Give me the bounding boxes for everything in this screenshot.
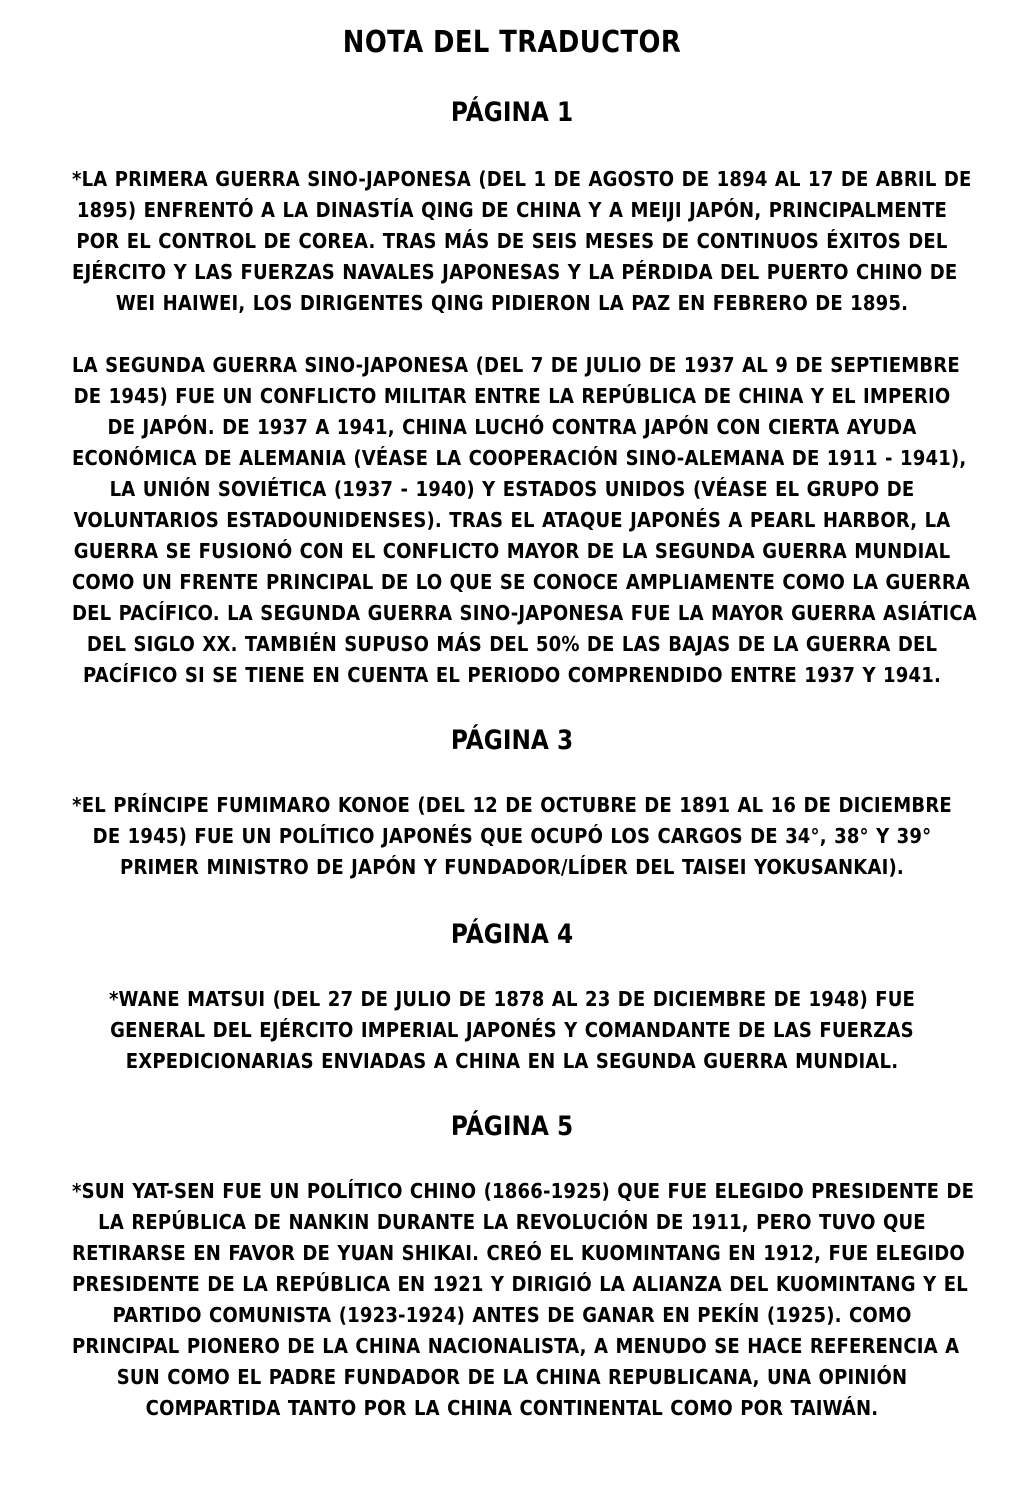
text-line: DE 1945) FUE UN POLÍTICO JAPONÉS QUE OCUPÓ LOS CARGOS DE 34°, 38° Y 39° <box>92 824 932 848</box>
text-line: COMO UN FRENTE PRINCIPAL DE LO QUE SE CONOCE AMPLIAMENTE COMO LA GUERRA <box>72 570 971 594</box>
text-line: LA SEGUNDA GUERRA SINO-JAPONESA (DEL 7 DE JULIO DE 1937 AL 9 DE SEPTIEMBRE <box>72 353 960 377</box>
section-heading-pagina-5: PÁGINA 5 <box>450 1111 574 1142</box>
paragraph-pagina-3-konoe <box>12 790 1012 883</box>
text-line: *EL PRÍNCIPE FUMIMARO KONOE (DEL 12 DE OCTUBRE DE 1891 AL 16 DE DICIEMBRE <box>72 793 952 817</box>
text-line: PRINCIPAL PIONERO DE LA CHINA NACIONALISTA, A MENUDO SE HACE REFERENCIA A <box>72 1334 960 1358</box>
section-heading-pagina-4: PÁGINA 4 <box>450 919 574 950</box>
text-line: EJÉRCITO Y LAS FUERZAS NAVALES JAPONESAS Y LA PÉRDIDA DEL PUERTO CHINO DE <box>72 260 958 284</box>
text-line: VOLUNTARIOS ESTADOUNIDENSES). TRAS EL ATAQUE JAPONÉS A PEARL HARBOR, LA <box>73 508 951 532</box>
text-line: *LA PRIMERA GUERRA SINO-JAPONESA (DEL 1 DE AGOSTO DE 1894 AL 17 DE ABRIL DE <box>72 167 972 191</box>
text-line: PACÍFICO SI SE TIENE EN CUENTA EL PERIODO COMPRENDIDO ENTRE 1937 Y 1941. <box>82 663 941 687</box>
page-title: NOTA DEL TRADUCTOR <box>342 25 682 60</box>
paragraph-pagina-1-primera-guerra <box>12 164 1012 319</box>
paragraph-pagina-5-sun-yat-sen <box>12 1176 1012 1424</box>
text-line: DEL PACÍFICO. LA SEGUNDA GUERRA SINO-JAPONESA FUE LA MAYOR GUERRA ASIÁTICA <box>72 601 977 625</box>
text-line: 1895) ENFRENTÓ A LA DINASTÍA QING DE CHINA Y A MEIJI JAPÓN, PRINCIPALMENTE <box>76 198 948 222</box>
text-line: PRIMER MINISTRO DE JAPÓN Y FUNDADOR/LÍDER DEL TAISEI YOKUSANKAI). <box>120 855 904 879</box>
text-line: LA REPÚBLICA DE NANKIN DURANTE LA REVOLUCIÓN DE 1911, PERO TUVO QUE <box>98 1210 926 1234</box>
text-line: GENERAL DEL EJÉRCITO IMPERIAL JAPONÉS Y COMANDANTE DE LAS FUERZAS <box>110 1018 914 1042</box>
text-line: *SUN YAT-SEN FUE UN POLÍTICO CHINO (1866-1925) QUE FUE ELEGIDO PRESIDENTE DE <box>72 1179 975 1203</box>
text-line: EXPEDICIONARIAS ENVIADAS A CHINA EN LA SEGUNDA GUERRA MUNDIAL. <box>125 1049 899 1073</box>
text-line: POR EL CONTROL DE COREA. TRAS MÁS DE SEIS MESES DE CONTINUOS ÉXITOS DEL <box>76 229 948 253</box>
text-line: PRESIDENTE DE LA REPÚBLICA EN 1921 Y DIRIGIÓ LA ALIANZA DEL KUOMINTANG Y EL <box>72 1272 968 1296</box>
paragraph-pagina-1-segunda-guerra <box>12 350 1012 691</box>
text-line: DE JAPÓN. DE 1937 A 1941, CHINA LUCHÓ CONTRA JAPÓN CON CIERTA AYUDA <box>107 415 917 439</box>
text-line: LA UNIÓN SOVIÉTICA (1937 - 1940) Y ESTADOS UNIDOS (VÉASE EL GRUPO DE <box>109 477 915 501</box>
text-line: GUERRA SE FUSIONÓ CON EL CONFLICTO MAYOR DE LA SEGUNDA GUERRA MUNDIAL <box>73 539 951 563</box>
text-line: SUN COMO EL PADRE FUNDADOR DE LA CHINA REPUBLICANA, UNA OPINIÓN <box>116 1365 908 1389</box>
text-line: WEI HAIWEI, LOS DIRIGENTES QING PIDIERON LA PAZ EN FEBRERO DE 1895. <box>115 291 909 315</box>
text-line: DE 1945) FUE UN CONFLICTO MILITAR ENTRE LA REPÚBLICA DE CHINA Y EL IMPERIO <box>73 384 951 408</box>
text-line: ECONÓMICA DE ALEMANIA (VÉASE LA COOPERACIÓN SINO-ALEMANA DE 1911 - 1941), <box>72 446 967 470</box>
text-line: PARTIDO COMUNISTA (1923-1924) ANTES DE GANAR EN PEKÍN (1925). COMO <box>112 1303 912 1327</box>
section-heading-pagina-1: PÁGINA 1 <box>450 97 574 128</box>
text-line: *WANE MATSUI (DEL 27 DE JULIO DE 1878 AL 23 DE DICIEMBRE DE 1948) FUE <box>108 987 916 1011</box>
section-heading-pagina-3: PÁGINA 3 <box>450 725 574 756</box>
text-line: DEL SIGLO XX. TAMBIÉN SUPUSO MÁS DEL 50% DE LAS BAJAS DE LA GUERRA DEL <box>86 632 938 656</box>
text-line: COMPARTIDA TANTO POR LA CHINA CONTINENTAL COMO POR TAIWÁN. <box>145 1396 879 1420</box>
paragraph-pagina-4-matsui <box>12 984 1012 1077</box>
text-line: RETIRARSE EN FAVOR DE YUAN SHIKAI. CREÓ EL KUOMINTANG EN 1912, FUE ELEGIDO <box>72 1241 965 1265</box>
